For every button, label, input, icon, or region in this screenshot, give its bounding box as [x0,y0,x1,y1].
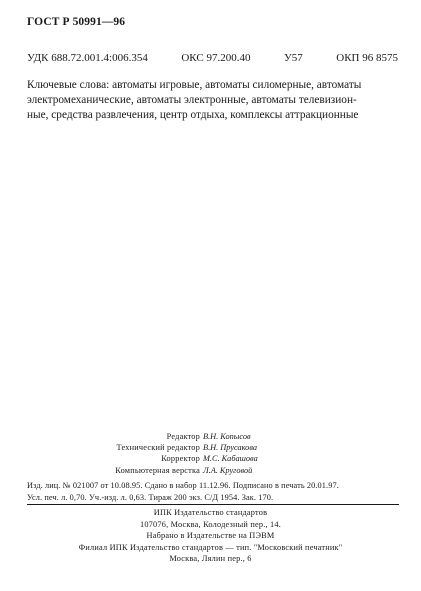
credit-person: В.Н. Копысов [203,432,251,441]
imprint-line: ИПК Издательство стандартов [153,508,268,517]
imprint-line: Филиал ИПК Издательство стандартов — тип. "Московский печатник" [78,542,343,552]
credit-role: Компьютерная верстка [115,465,200,475]
publication-info [27,480,399,503]
credit-row-proofreader [0,453,421,464]
credit-person: М.С. Кабашова [203,454,258,464]
document-code: ГОСТ Р 50991—96 [27,16,126,28]
credit-person: Л.А. Круговой [203,465,253,475]
imprint-line: Набрано в Издательстве на ПЭВМ [146,531,275,541]
group-code: У57 [283,52,303,64]
keywords-line: ные, средства развлечения, центр отдыха, комплексы аттракционные [27,109,359,121]
credit-row-layout [0,465,421,476]
imprint-line: Москва, Лялин пер., 6 [169,554,252,564]
credit-row-editor [0,431,421,442]
keywords-line: электромеханические, автоматы электронные, автоматы телевизион- [27,94,357,106]
publication-line: Усл. печ. л. 0,70. Уч.-изд. л. 0,63. Тираж 200 экз. С/Д 1954. Зак. 170. [27,492,274,502]
credit-role: Технический редактор [116,443,200,453]
credit-role: Корректор [161,454,200,464]
okp-code: ОКП 96 8575 [336,52,398,64]
credit-role: Редактор [166,432,200,441]
classification-line [27,52,398,64]
keywords-paragraph [27,78,400,123]
keywords-line: Ключевые слова: автоматы игровые, автоматы силомерные, автоматы [27,79,362,91]
credit-person: В.Н. Прусакова [203,443,258,453]
oks-code: ОКС 97.200.40 [181,52,251,64]
editorial-credits [0,431,421,476]
imprint-line: 107076, Москва, Колодезный пер., 14. [139,519,281,529]
divider-rule [27,504,399,505]
publisher-imprint [0,507,421,565]
udc-code: УДК 688.72.001.4:006.354 [27,52,148,64]
publication-line: Изд. лиц. № 021007 от 10.08.95. Сдано в набор 11.12.96. Подписано в печать 20.01.97. [27,481,339,490]
credit-row-technical-editor [0,442,421,453]
